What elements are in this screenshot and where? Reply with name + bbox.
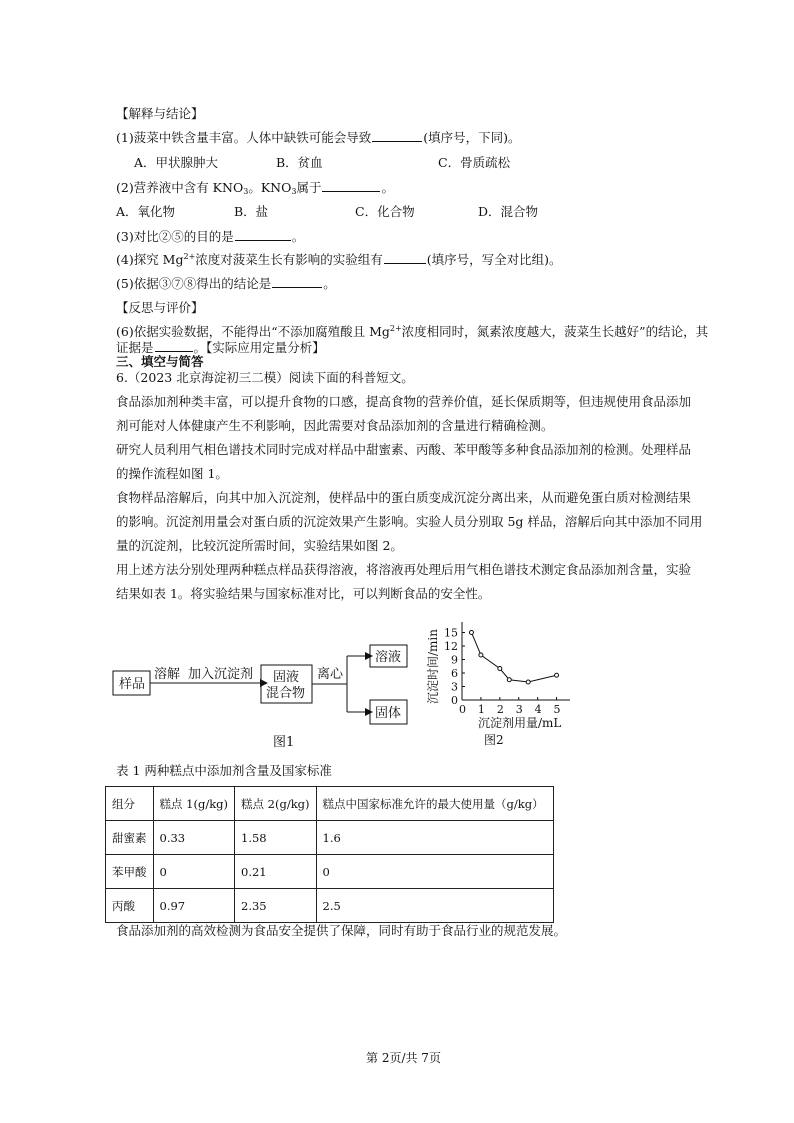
- data-point: [479, 653, 483, 657]
- q2-tail: 。: [381, 180, 394, 195]
- centrifuge-label: 离心: [317, 667, 344, 682]
- q4-tail: (填序号，写全对比组)。: [426, 252, 562, 267]
- data-line: [471, 633, 556, 683]
- table-row: [106, 821, 554, 855]
- answer-blank[interactable]: [155, 340, 193, 352]
- mixture-label-2: 混合物: [266, 686, 306, 701]
- q1-option-c: C．骨质疏松: [438, 155, 511, 170]
- y-tick-label: 6: [451, 667, 458, 680]
- data-point: [555, 673, 559, 677]
- x-tick-label: 4: [534, 703, 542, 716]
- q2-option-d: D．混合物: [478, 204, 539, 219]
- passage-line: 用上述方法分别处理两种糕点样品获得溶液，将溶液再处理后用气相色谱技术测定食品添加剂含量，实验: [116, 562, 692, 577]
- table-cell: 1.6: [316, 821, 553, 855]
- q2-subscript: 3: [243, 187, 249, 196]
- question-4: [116, 252, 562, 268]
- y-tick-label: 0: [451, 694, 458, 707]
- passage-line: 的影响。沉淀剂用量会对蛋白质的沉淀效果产生影响。实验人员分别取 5g 样品，溶解后向其中添加不同用: [116, 514, 703, 529]
- q2-option-a: A．氧化物: [116, 204, 176, 219]
- solution-label: 溶液: [375, 650, 402, 665]
- figure-2-chart: [422, 616, 582, 754]
- x-axis-label: 沉淀剂用量/mL: [478, 716, 562, 730]
- y-tick-label: 9: [451, 653, 458, 667]
- table-cell: 0.97: [153, 889, 235, 923]
- table-cell: 2.35: [235, 889, 317, 923]
- figure-1-flowchart: [110, 644, 420, 754]
- q6-text-b: 浓度相同时，氮素浓度越大，菠菜生长越好”的结论，其: [401, 324, 709, 339]
- q6-evidence: 证据是: [116, 340, 154, 355]
- passage-line: 的操作流程如图 1。: [116, 466, 228, 481]
- dissolve-label: 溶解: [154, 667, 181, 682]
- table-header-row: [106, 787, 554, 821]
- table-cell: 甜蜜素: [106, 821, 154, 855]
- figure-1-caption: 图1: [273, 735, 295, 750]
- q2-subscript-2: 3: [291, 187, 297, 196]
- table-cell: 0.21: [235, 855, 317, 889]
- add-agent-label: 加入沉淀剂: [188, 667, 254, 682]
- arrow-head: [365, 708, 373, 716]
- y-axis-label: 沉淀时间/min: [426, 629, 440, 704]
- table-row: [106, 855, 554, 889]
- y-tick-label: 15: [444, 626, 458, 640]
- data-point: [526, 680, 530, 684]
- table-header-cell: 组分: [106, 787, 154, 821]
- passage-line: 食品添加剂种类丰富，可以提升食物的口感，提高食物的营养价值，延长保质期等，但违规使用食品添加: [116, 394, 692, 409]
- q6-superscript: 2+: [389, 324, 402, 333]
- q1-tail: (填序号，下同)。: [423, 130, 521, 145]
- q5-text: (5)依据③⑦⑧得出的结论是: [116, 276, 272, 291]
- q2-text-b: 。KNO: [248, 180, 292, 195]
- figure-2-caption: 图2: [484, 733, 504, 747]
- additive-table: [105, 786, 554, 923]
- question-3: [116, 229, 304, 245]
- passage-line: 食物样品溶解后，向其中加入沉淀剂，使样品中的蛋白质变成沉淀分离出来，从而避免蛋白质对检测结果: [116, 490, 692, 505]
- sample-label: 样品: [119, 677, 146, 692]
- table-header-cell: 糕点 2(g/kg): [235, 787, 317, 821]
- table-header-cell: 糕点中国家标准允许的最大使用量（g/kg）: [316, 787, 553, 821]
- y-tick-label: 3: [451, 680, 458, 694]
- mixture-label-1: 固液: [273, 670, 300, 685]
- q1-text: (1)菠菜中铁含量丰富。人体中缺铁可能会导致: [116, 130, 372, 145]
- q6-tail: 。【实际应用定量分析】: [193, 340, 325, 355]
- q2-option-b: B．盐: [234, 204, 269, 219]
- question-7-head: 6.（2023 北京海淀初三二模）阅读下面的科普短文。: [116, 370, 414, 385]
- table-cell: 苯甲酸: [106, 855, 154, 889]
- question-5: [116, 276, 336, 292]
- table-cell: 0: [316, 855, 553, 889]
- arrow-head: [365, 652, 373, 660]
- q4-text-b: 浓度对菠菜生长有影响的实验组有: [195, 252, 383, 267]
- q2-text-c: 属于: [296, 180, 322, 195]
- y-tick-label: 12: [444, 640, 458, 653]
- q4-text: (4)探究 Mg: [116, 252, 184, 267]
- q1-option-b: B．贫血: [276, 155, 323, 170]
- page-footer: 第 2页/共 7页: [366, 1051, 441, 1065]
- table-cell: 0: [153, 855, 235, 889]
- table-cell: 0.33: [153, 821, 235, 855]
- data-point: [469, 631, 473, 635]
- table-header-cell: 糕点 1(g/kg): [153, 787, 235, 821]
- explain-header: 【解释与结论】: [116, 106, 204, 121]
- q1-option-a: A．甲状腺肿大: [134, 155, 219, 170]
- q4-superscript: 2+: [183, 252, 196, 261]
- table-cell: 2.5: [316, 889, 553, 923]
- x-tick-label: 1: [477, 703, 485, 716]
- passage-line: 结果如表 1。将实验结果与国家标准对比，可以判断食品的安全性。: [116, 586, 491, 601]
- x-tick-label: 2: [496, 703, 504, 716]
- q5-tail: 。: [323, 276, 336, 291]
- question-2: [116, 180, 394, 196]
- question-6-line1: [116, 324, 708, 340]
- section-heading: 三、填空与简答: [116, 354, 204, 369]
- q3-tail: 。: [291, 229, 305, 244]
- table-cell: 丙酸: [106, 889, 154, 923]
- answer-blank[interactable]: [372, 130, 422, 142]
- x-tick-label: 3: [515, 703, 523, 716]
- data-point: [507, 678, 511, 682]
- reflect-header: 【反思与评价】: [116, 300, 204, 315]
- solid-label: 固体: [375, 706, 402, 721]
- passage-line: 研究人员利用气相色谱技术同时完成对样品中甜蜜素、丙酸、苯甲酸等多种食品添加剂的检测。处理样品: [116, 442, 692, 457]
- table-title: 表 1 两种糕点中添加剂含量及国家标准: [116, 763, 332, 778]
- table-row: [106, 889, 554, 923]
- q6-text: (6)依据实验数据，不能得出“不添加腐殖酸且 Mg: [116, 324, 390, 339]
- passage-line: 剂可能对人体健康产生不利影响，因此需要对食品添加剂的含量进行精确检测。: [116, 418, 554, 433]
- answer-blank[interactable]: [272, 276, 322, 288]
- passage-line: 量的沉淀剂，比较沉淀所需时间，实验结果如图 2。: [116, 538, 403, 553]
- data-point: [498, 667, 502, 671]
- x-tick-label: 5: [553, 703, 561, 716]
- q2-option-c: C．化合物: [355, 204, 415, 219]
- x-tick-label: 0: [459, 703, 466, 716]
- q3-text: (3)对比②⑤的目的是: [116, 229, 234, 244]
- closing-line: 食品添加剂的高效检测为食品安全提供了保障，同时有助于食品行业的规范发展。: [116, 923, 567, 938]
- answer-blank[interactable]: [322, 180, 380, 192]
- table-cell: 1.58: [235, 821, 317, 855]
- answer-blank[interactable]: [235, 229, 291, 241]
- question-1: [116, 130, 520, 146]
- answer-blank[interactable]: [384, 252, 426, 264]
- q2-text: (2)营养液中含有 KNO: [116, 180, 244, 195]
